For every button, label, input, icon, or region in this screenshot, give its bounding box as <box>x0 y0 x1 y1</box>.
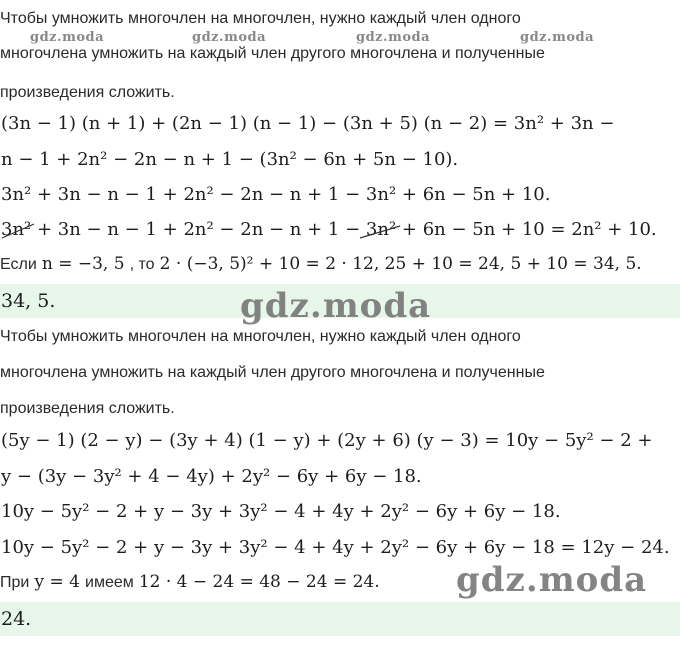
watermark-small: gdz.moda <box>356 30 431 45</box>
rule-text-line: Чтобы умножить многочлен на многочлен, нужно каждый член одного <box>0 10 521 27</box>
math-line: y − (3y − 3y² + 4 − 4y) + 2y² − 6y + 6y − 18. <box>1 466 422 487</box>
math-line: 3n² + 3n − n − 1 + 2n² − 2n − n + 1 − 3n² + 6n − 5n + 10 = 2n² + 10. <box>1 219 657 240</box>
answer-text: 24. <box>1 608 32 630</box>
substitution-expression: 12 · 4 − 24 = 48 − 24 = 24. <box>138 572 380 592</box>
math-line: n − 1 + 2n² − 2n − n + 1 − (3n² − 6n + 5n − 10). <box>1 149 459 170</box>
cancel-marks <box>0 214 680 248</box>
rule-text-line: Чтобы умножить многочлен на многочлен, нужно каждый член одного <box>0 328 521 345</box>
substitution-line <box>0 572 380 592</box>
math-line: (3n − 1) (n + 1) + (2n − 1) (n − 1) − (3n + 5) (n − 2) = 3n² + 3n − <box>1 113 615 134</box>
answer-band <box>0 602 680 636</box>
watermark-large: gdz.moda <box>456 560 648 600</box>
math-line: 10y − 5y² − 2 + y − 3y + 3y² − 4 + 4y + 2y² − 6y + 6y − 18 = 12y − 24. <box>1 537 670 558</box>
substitution-condition: n = −3, 5 <box>41 254 125 274</box>
watermark-small: gdz.moda <box>192 30 267 45</box>
watermark-large: gdz.moda <box>240 286 432 326</box>
substitution-prefix: При <box>0 574 30 591</box>
substitution-mid: имеем <box>85 574 134 591</box>
math-line: (5y − 1) (2 − y) − (3y + 4) (1 − y) + (2y + 6) (y − 3) = 10y − 5y² − 2 + <box>1 430 653 451</box>
math-line: 10y − 5y² − 2 + y − 3y + 3y² − 4 + 4y + 2y² − 6y + 6y − 18. <box>1 501 561 522</box>
substitution-prefix: Если <box>0 256 37 273</box>
watermark-small: gdz.moda <box>520 30 595 45</box>
substitution-condition: y = 4 <box>34 572 80 592</box>
rule-text-line: произведения сложить. <box>0 84 175 101</box>
answer-text: 34, 5. <box>1 290 56 312</box>
rule-text-line: многочлена умножить на каждый член другого многочлена и полученные <box>0 45 545 62</box>
substitution-mid: , то <box>129 256 155 273</box>
cancel-stroke <box>360 226 400 238</box>
rule-text-line: многочлена умножить на каждый член другого многочлена и полученные <box>0 364 545 381</box>
substitution-line <box>0 254 642 274</box>
rule-text-line: произведения сложить. <box>0 400 175 417</box>
substitution-expression: 2 · (−3, 5)² + 10 = 2 · 12, 25 + 10 = 24, 5 + 10 = 34, 5. <box>159 254 642 274</box>
math-line: 3n² + 3n − n − 1 + 2n² − 2n − n + 1 − 3n² + 6n − 5n + 10. <box>1 184 551 205</box>
watermark-small: gdz.moda <box>30 30 105 45</box>
cancel-stroke <box>2 224 34 238</box>
